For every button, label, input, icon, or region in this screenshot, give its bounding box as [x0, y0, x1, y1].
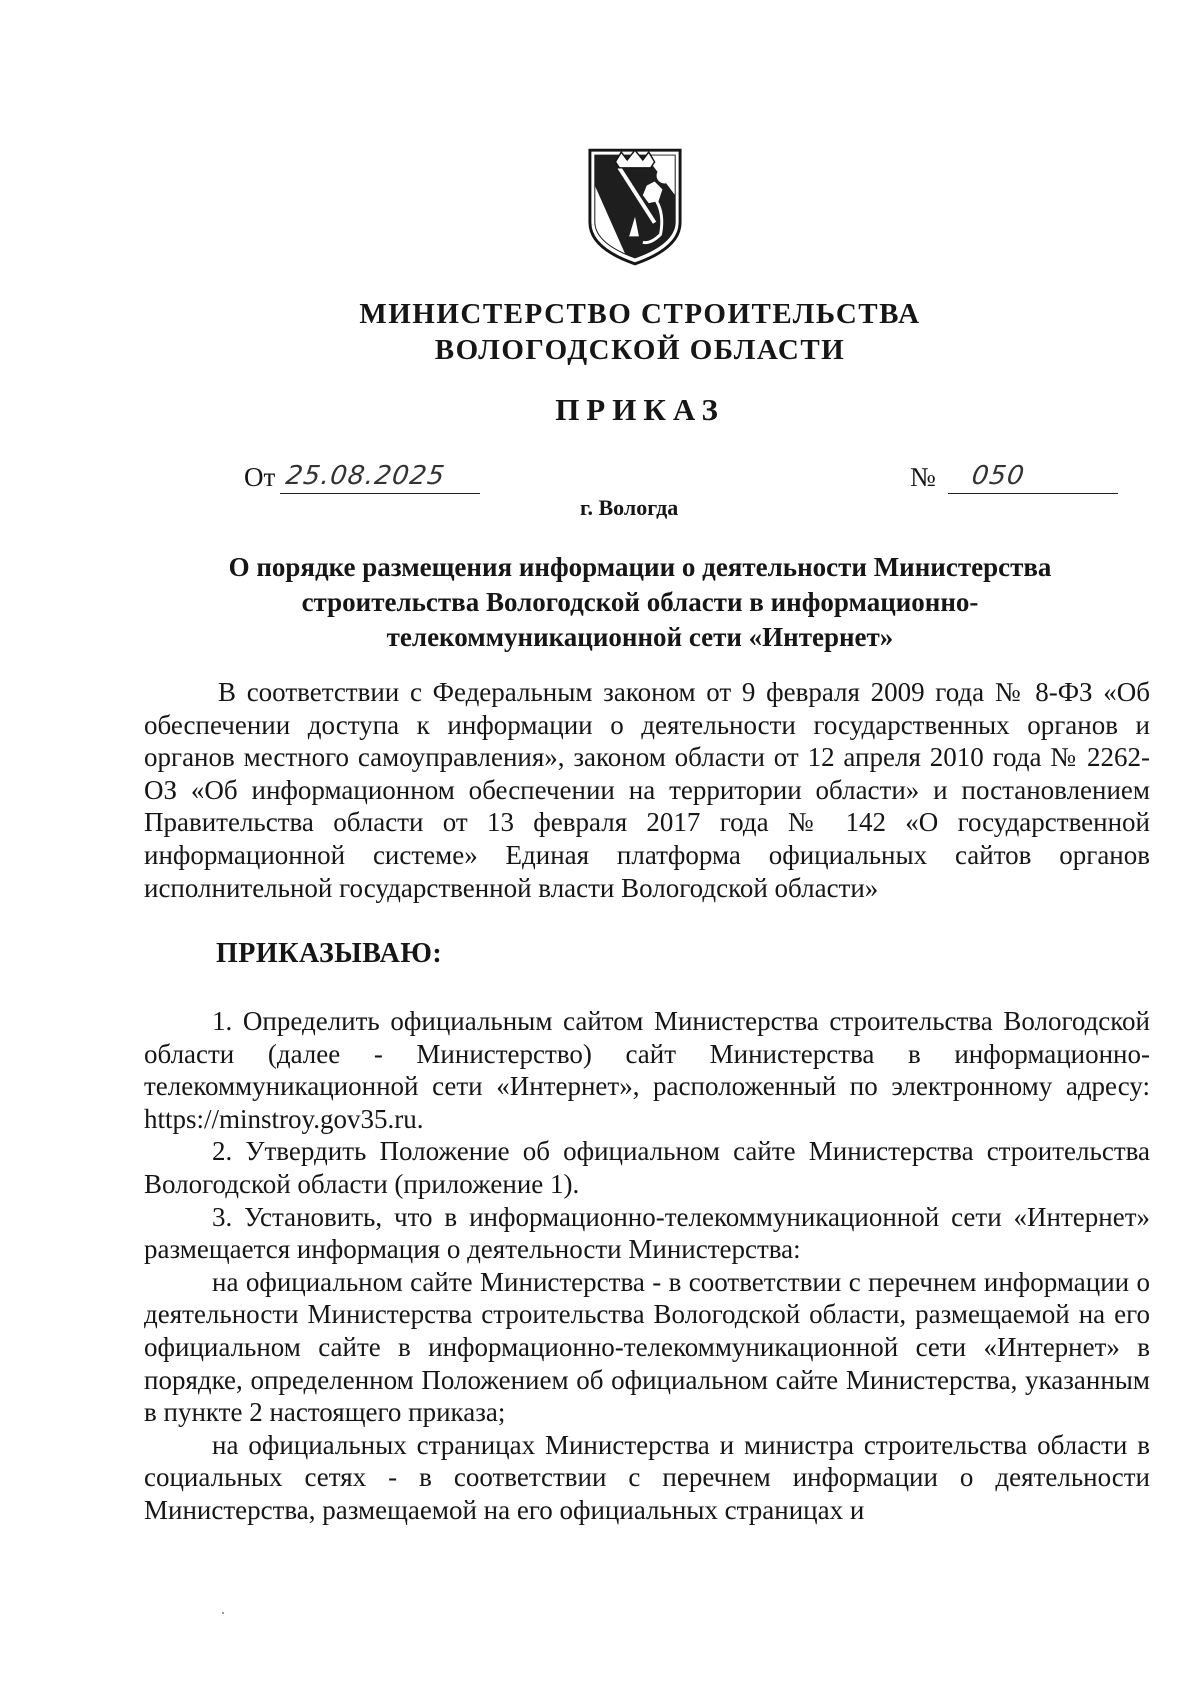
order-item: 2. Утвердить Положение об официальном сайте Министерства строительства Вологодской области (приложение 1).: [144, 1136, 1150, 1199]
document-type-title: ПРИКАЗ: [555, 392, 725, 427]
vologda-coat-of-arms-icon: [586, 146, 684, 268]
emblem-crown: [615, 150, 654, 168]
scan-speck: [222, 1612, 224, 1614]
decree-heading: ПРИКАЗЫВАЮ:: [216, 938, 443, 969]
order-items: [144, 1005, 1150, 1527]
order-item: на официальных страницах Министерства и министра строительства области в социальных сетях - в соответствии с перечнем информации о деятельности Министерства, размещаемой на его официальных страницах и: [144, 1429, 1150, 1525]
number-value: 050: [969, 461, 1027, 491]
ministry-name-line-1: МИНИСТЕРСТВО СТРОИТЕЛЬСТВА: [359, 298, 921, 330]
order-item: 3. Установить, что в информационно-телекоммуникационной сети «Интернет» размещается информация о деятельности Министерства:: [144, 1201, 1150, 1265]
emblem-cloud: [657, 168, 673, 184]
order-item: 1. Определить официальным сайтом Министерства строительства Вологодской области (далее - Министерство) сайт Министерства в информационно-телекоммуникационной сети «Интернет», расположенный по электронному адресу: https://minstroy.gov35.ru.: [144, 1006, 1150, 1134]
intro-paragraph: В соответствии с Федеральным законом от 9 февраля 2009 года № 8-ФЗ «Об обеспечении доступа к информации о деятельности государственных органов и органов местного самоуправления», законом области от 12 апреля 2010 года № 2262-ОЗ «Об информационном обеспечении на территории области» и постановлением Правительства области от 13 февраля 2017 года № 142 «О государственной информационной системе» Единая платформа официальных сайтов органов исполнительной государственной власти Вологодской области»: [144, 677, 1150, 903]
date-label: От: [244, 462, 276, 492]
number-label: №: [910, 462, 936, 492]
order-item: на официальном сайте Министерства - в соответствии с перечнем информации о деятельности Министерства строительства Вологодской области, размещаемой на его официальном сайте в информационно-телекоммуникационной сети «Интернет» в порядке, определенном Положением об официальном сайте Министерства, указанным в пункте 2 настоящего приказа;: [144, 1266, 1150, 1428]
ministry-name-line-2: ВОЛОГОДСКОЙ ОБЛАСТИ: [434, 334, 846, 366]
city: г. Вологда: [580, 495, 679, 520]
date-value: 25.08.2025: [283, 461, 447, 491]
document-subject: О порядке размещения информации о деятельности Министерства строительства Вологодской области в информационно-телекоммуникационной сети «Интернет»: [228, 552, 1052, 652]
